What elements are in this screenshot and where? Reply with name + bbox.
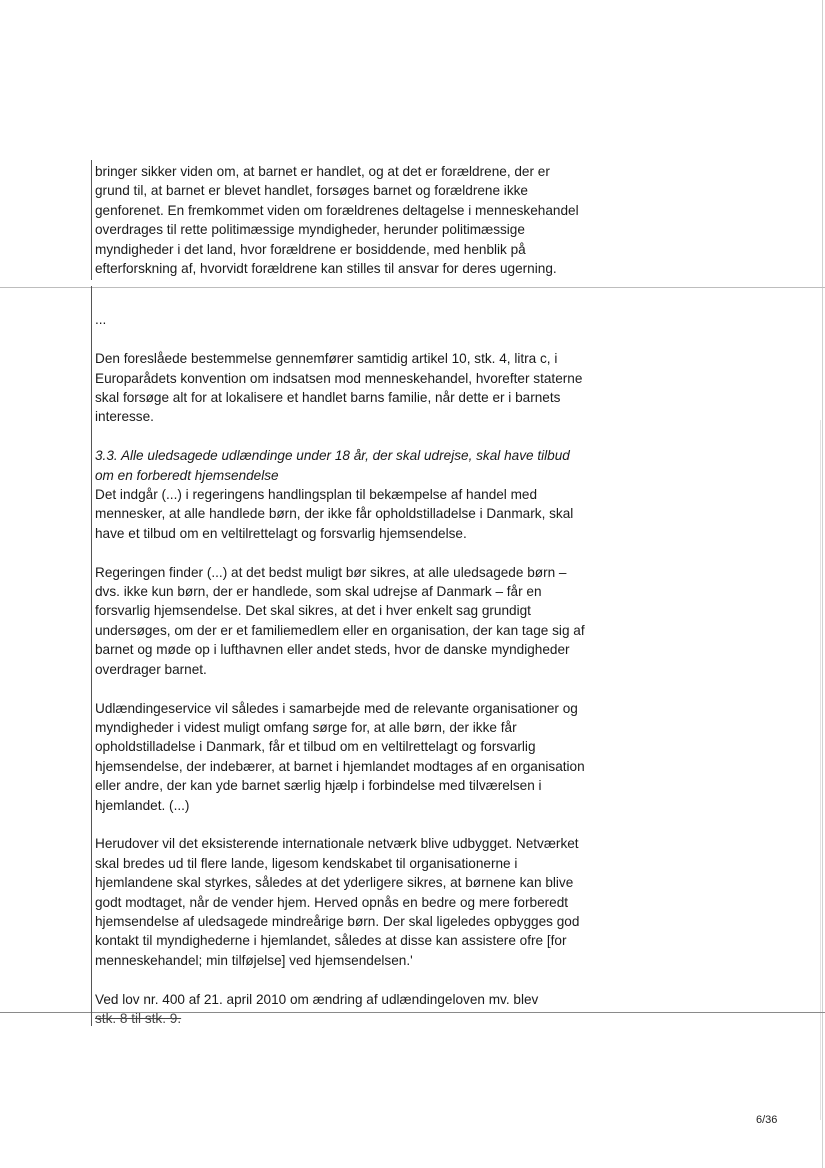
page-number: 6/36 <box>756 1114 778 1126</box>
paragraph: bringer sikker viden om, at barnet er handlet, og at det er forældrene, der er grund til, at barnet er blevet handlet, forsøges barnet og forældrene ikke genforenet. En fremkommet viden om forældrenes deltagelse i menneskehandel overdrages til rette politimæssige myndigheder, herunder politimæssige myndigheder i det land, hvor forældrene er bosiddende, med henblik på efterforskning af, hvorvidt forældrene kan stilles til ansvar for deres ugerning. <box>95 164 579 277</box>
paragraph: Regeringen finder (...) at det bedst muligt bør sikres, at alle uledsagede børn – dvs. ikke kun børn, der er handlede, som skal udrejse af Danmark – får en forsvarlig hjemsendelse. Det skal sikres, at det i hver enkelt sag grundigt undersøges, om der er et familiemedlem eller en organisation, der kan tage sig af barnet og møde op i lufthavnen eller andet steds, hvor de danske myndigheder overdrager barnet. <box>95 564 585 677</box>
scan-edge <box>822 0 823 1168</box>
scan-edge <box>820 420 821 1120</box>
paragraph: Det indgår (...) i regeringens handlingsplan til bekæmpelse af handel med mennesker, at alle handlede børn, der ikke får opholdstilladelse i Danmark, skal have et tilbud om en veltilrettelagt og forsvarlig hjemsendelse. <box>95 487 574 541</box>
paragraph: Herudover vil det eksisterende internationale netværk blive udbygget. Netværket skal bredes ud til flere lande, ligesom kendskabet til organisationerne i hjemlandene skal styrkes, således at det yderligere sikres, at børnene kan blive godt modtaget, når de vender hjem. Herved opnås en bedre og mere forberedt hjemsendelse af uledsagede mindreårige børn. Der skal ligeledes opbygges god kontakt til myndighederne i hjemlandet, således at disse kan assistere ofre [for menneskehandel; min tilføjelse] ved hjemsendelsen.' <box>95 836 580 968</box>
ellipsis: ... <box>95 312 107 328</box>
section-heading: 3.3. Alle uledsagede udlændinge under 18 år, der skal udrejse, skal have tilbud om en forberedt hjemsendelse <box>95 448 570 483</box>
paragraph: Udlændingeservice vil således i samarbejde med de relevante organisationer og myndigheder i videst muligt omfang sørge for, at alle børn, der ikke får opholdstilladelse i Danmark, får et tilbud om en veltilrettelagt og forsvarlig hjemsendelse, der indebærer, at barnet i hjemlandet modtages af en organisation eller andre, der kan yde barnet særlig hjælp i forbindelse med tilværelsen i hjemlandet. (...) <box>95 700 585 813</box>
margin-bar <box>91 160 92 280</box>
struck-text: stk. 8 til stk. 9. <box>95 1010 182 1026</box>
body-text <box>95 162 585 1028</box>
margin-bar <box>91 286 92 1026</box>
paragraph: Den foreslåede bestemmelse gennemfører samtidig artikel 10, stk. 4, litra c, i Europarådets konvention om indsatsen mod menneskehandel, hvorefter staterne skal forsøge alt for at lokalisere et handlet barns familie, når dette er i barnets interesse. <box>95 351 583 425</box>
paragraph: Ved lov nr. 400 af 21. april 2010 om ændring af udlændingeloven mv. blev <box>95 991 539 1007</box>
